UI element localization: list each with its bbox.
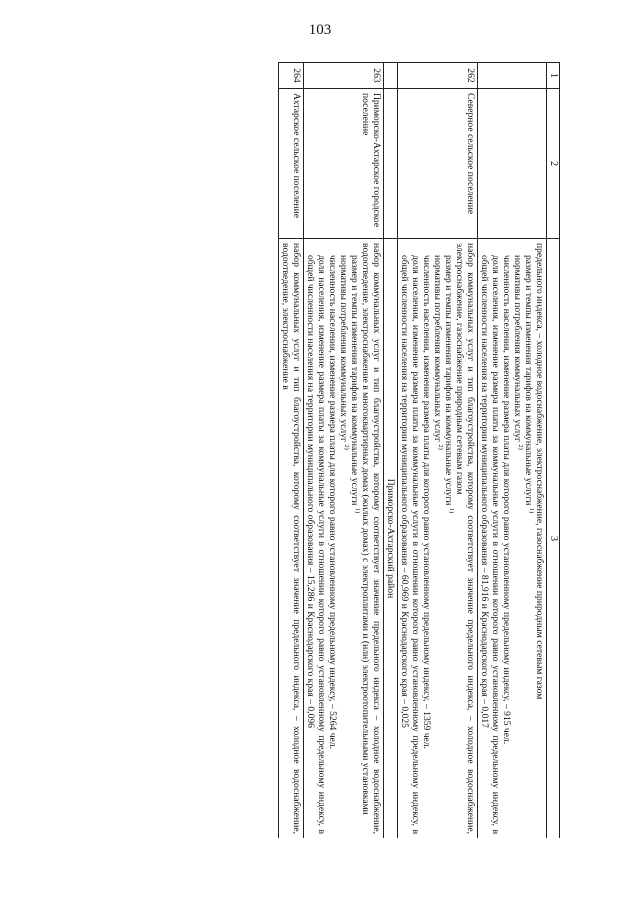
text-line <box>443 243 454 834</box>
header-col-1: 1 <box>547 63 560 89</box>
text-line <box>523 243 534 834</box>
line-text: набор коммунальных услуг и тип благоустройства, которому соответствует значение предельного индекса, – холодное водоснабжение, водоотведение, электроснабжение в <box>280 243 302 834</box>
cell-number <box>478 63 547 89</box>
document-sheet <box>80 62 560 838</box>
footnote-marker: 1) <box>448 507 456 514</box>
footnote-marker: 1) <box>528 507 536 514</box>
line-text: численность населения, изменение размера платы для которого равно установленному предельному индексу, – 915 чел. <box>501 255 512 745</box>
text-line <box>534 243 545 834</box>
line-text: нормативы потребления коммунальных услуг <box>432 255 443 442</box>
cell-name: Ахтарское сельское поселение <box>279 89 304 239</box>
municipal-table <box>278 62 560 838</box>
cell-name: Приморско-Ахтарское городское поселение <box>304 89 384 239</box>
text-line <box>479 243 501 834</box>
table-row <box>304 63 384 839</box>
region-heading: Приморско-Ахтарский район <box>384 239 398 839</box>
header-col-2: 2 <box>547 89 560 239</box>
footnote-marker: 2) <box>517 444 525 450</box>
text-line <box>512 243 523 834</box>
line-text: предельного индекса, – холодное водоснабжение, электроснабжение, газоснабжение природным сетевым газом <box>534 243 545 700</box>
line-text: размер и темпы изменения тарифов на коммунальные услуги <box>523 255 534 506</box>
cell-description <box>279 239 304 839</box>
text-line <box>501 243 512 834</box>
line-text: размер и темпы изменения тарифов на коммунальные услуги <box>349 255 360 506</box>
cell-description <box>398 239 478 839</box>
cell-name <box>478 89 547 239</box>
text-line <box>399 243 421 834</box>
text-line <box>360 243 382 834</box>
text-line <box>421 243 432 834</box>
cell-number: 264 <box>279 63 304 89</box>
footnote-marker: 2) <box>343 444 351 450</box>
table-row-continuation <box>478 63 547 839</box>
text-line <box>454 243 476 834</box>
header-col-3: 3 <box>547 239 560 839</box>
footnote-marker: 1) <box>354 507 362 514</box>
table-row <box>279 63 304 839</box>
cell-name: Северное сельское поселение <box>398 89 478 239</box>
line-text: численность населения, изменение размера платы для которого равно установленному предельному индексу, – 5264 чел. <box>327 255 338 749</box>
cell-description <box>478 239 547 839</box>
cell-description <box>304 239 384 839</box>
page-number: 103 <box>308 22 332 38</box>
cell-name <box>384 89 398 239</box>
table-row <box>398 63 478 839</box>
text-line <box>305 243 327 834</box>
text-line <box>349 243 360 834</box>
line-text: нормативы потребления коммунальных услуг <box>338 255 349 442</box>
rotated-page-area <box>80 62 560 838</box>
text-line <box>432 243 443 834</box>
text-line <box>338 243 349 834</box>
footnote-marker: 2) <box>437 444 445 450</box>
cell-number: 262 <box>398 63 478 89</box>
region-row <box>384 63 398 839</box>
cell-number <box>384 63 398 89</box>
text-line <box>280 243 302 834</box>
line-text: численность населения, изменение размера платы для которого равно установленному предельному индексу, – 1359 чел. <box>421 255 432 749</box>
text-line <box>327 243 338 834</box>
line-text: доля населения, изменение размера платы за коммунальные услуги в отношении которого равно установленному предельному индексу, в общей численности населения на территории муниципального образования – 81,916 и Краснодарского края – 0,017 <box>479 255 501 834</box>
line-text: набор коммунальных услуг и тип благоустройства, которому соответствует значение предельного индекса, – холодное водоснабжение, электроснабжение, газоснабжение природным сетевым газом <box>454 243 476 834</box>
table-header-row <box>547 63 560 839</box>
line-text: доля населения, изменение размера платы за коммунальные услуги в отношении которого равно установленному предельному индексу, в общей численности населения на территории муниципального образования – 60,969 и Краснодарского края – 0,025 <box>399 255 421 834</box>
line-text: размер и темпы изменения тарифов на коммунальные услуги <box>443 255 454 506</box>
cell-number: 263 <box>304 63 384 89</box>
line-text: набор коммунальных услуг и тип благоустройства, которому соответствует значение предельного индекса – холодное водоснабжение, водоотведение, электроснабжение в многоквартирных домах (жилых домах) с электроплитами и (или) электроотопительными установками <box>360 243 382 834</box>
line-text: нормативы потребления коммунальных услуг <box>512 255 523 442</box>
line-text: доля населения, изменение размера платы за коммунальные услуги в отношении которого равно установленному предельному индексу, в общей численности населения на территории муниципального образования – 15,286 и Краснодарского края – 0,096 <box>305 255 327 834</box>
